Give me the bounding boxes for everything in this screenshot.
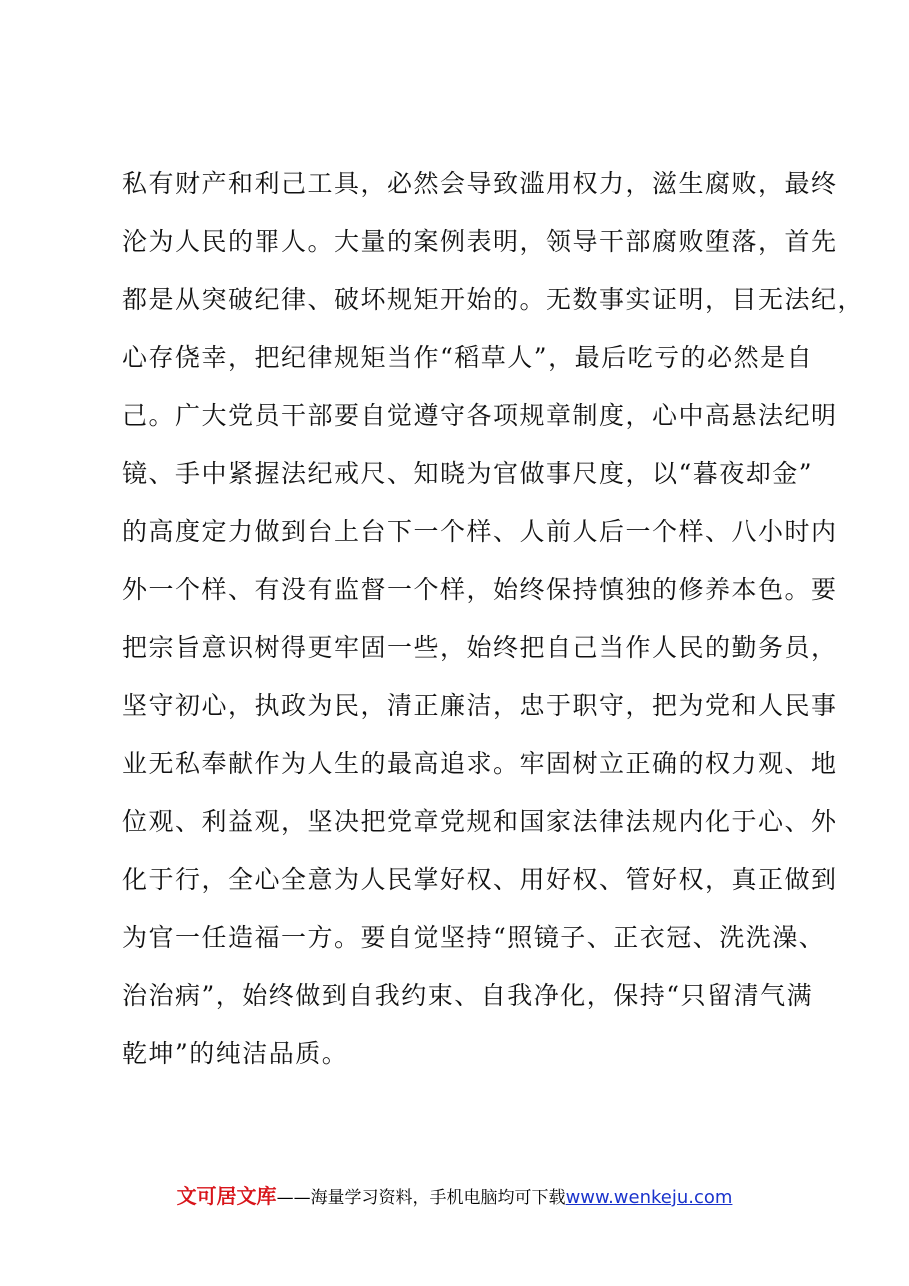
text-line: 治治病”，始终做到自我约束、自我净化，保持“只留清气满 bbox=[122, 981, 814, 1010]
text-line: 己。广大党员干部要自觉遵守各项规章制度，心中高悬法纪明 bbox=[122, 401, 838, 430]
brand-name: 文可居文库 bbox=[176, 1184, 277, 1208]
text-line: 沦为人民的罪人。大量的案例表明，领导干部腐败堕落，首先 bbox=[122, 227, 838, 256]
footer-tagline: ——海量学习资料，手机电脑均可下载 bbox=[276, 1188, 566, 1208]
text-line: 为官一任造福一方。要自觉坚持“照镜子、正衣冠、洗洗澡、 bbox=[122, 923, 826, 952]
text-line: 化于行，全心全意为人民掌好权、用好权、管好权，真正做到 bbox=[122, 865, 838, 894]
text-line: 都是从突破纪律、破坏规矩开始的。无数事实证明，目无法纪， bbox=[122, 285, 865, 314]
text-line: 心存侥幸，把纪律规矩当作“稻草人”，最后吃亏的必然是自 bbox=[122, 343, 814, 372]
website-link[interactable]: www.wenkeju.com bbox=[565, 1187, 733, 1208]
body-text bbox=[122, 155, 865, 1083]
text-line: 业无私奉献作为人生的最高追求。牢固树立正确的权力观、地 bbox=[122, 749, 838, 778]
text-line: 的高度定力做到台上台下一个样、人前人后一个样、八小时内 bbox=[122, 517, 838, 546]
text-line: 私有财产和利己工具，必然会导致滥用权力，滋生腐败，最终 bbox=[122, 169, 838, 198]
text-line: 坚守初心，执政为民，清正廉洁，忠于职守，把为党和人民事 bbox=[122, 691, 838, 720]
footer-banner bbox=[0, 1183, 909, 1211]
text-line: 把宗旨意识树得更牢固一些，始终把自己当作人民的勤务员， bbox=[122, 633, 838, 662]
text-line: 外一个样、有没有监督一个样，始终保持慎独的修养本色。要 bbox=[122, 575, 838, 604]
text-line: 位观、利益观，坚决把党章党规和国家法律法规内化于心、外 bbox=[122, 807, 838, 836]
text-line-last: 乾坤”的纯洁品质。 bbox=[122, 1039, 349, 1068]
text-line: 镜、手中紧握法纪戒尺、知晓为官做事尺度，以“暮夜却金” bbox=[122, 459, 814, 488]
